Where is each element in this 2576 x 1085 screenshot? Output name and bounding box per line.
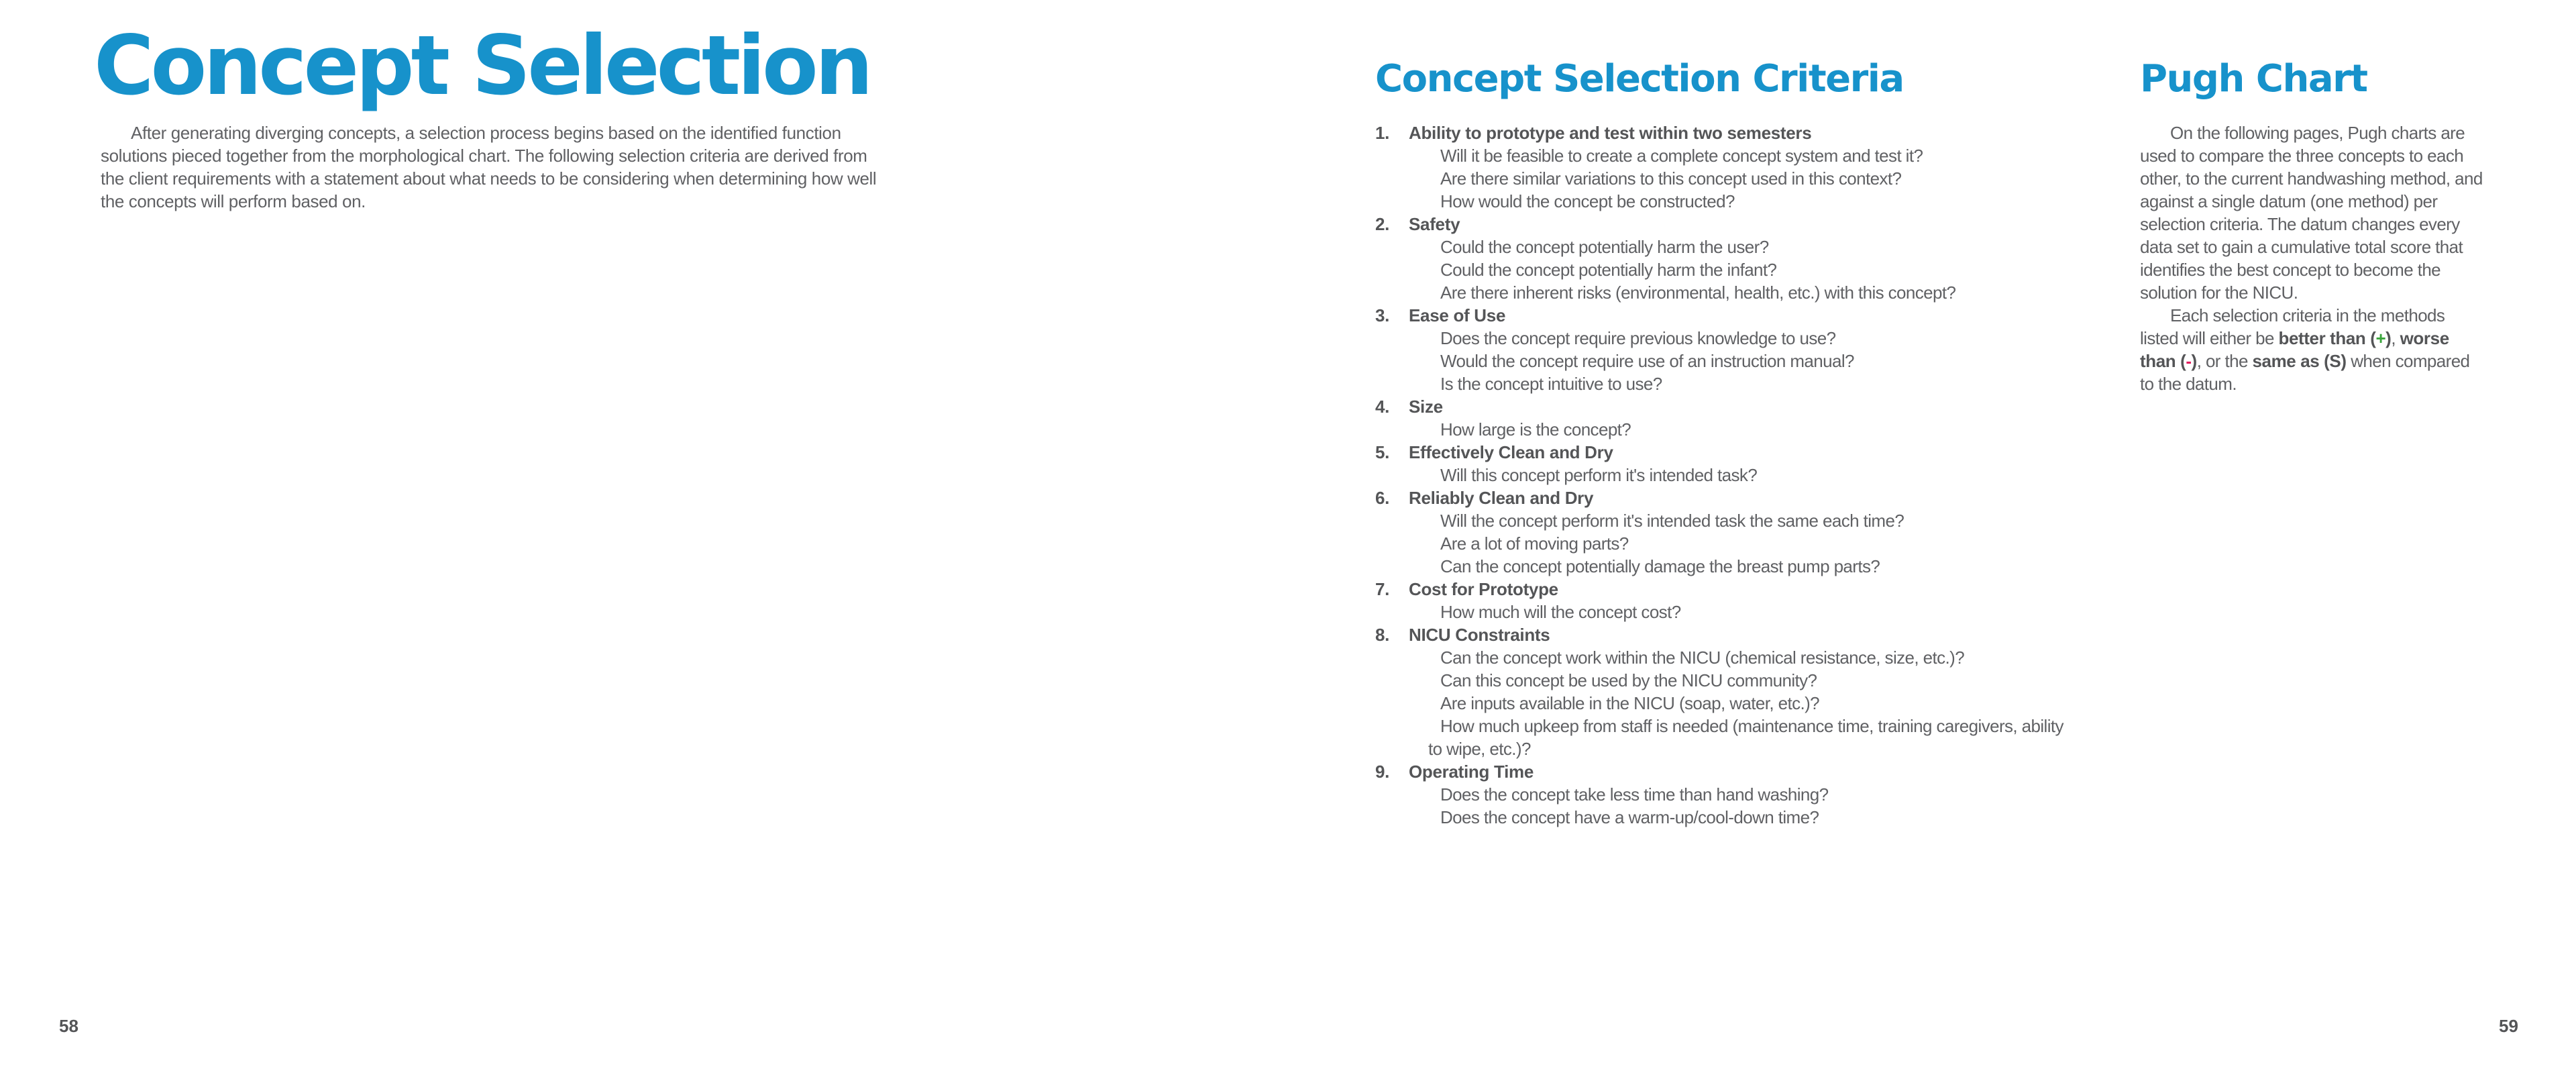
plus-symbol: + [2375,328,2386,348]
criteria-question: Can this concept be used by the NICU community? [1440,670,1817,690]
criteria-question: How much will the concept cost? [1440,602,1681,622]
bold-text: same as (S) [2252,351,2347,371]
criteria-question: Could the concept potentially harm the infant? [1440,260,1777,280]
criteria-question: How large is the concept? [1440,419,1631,440]
criteria-item-title-text: NICU Constraints [1409,625,1550,645]
body-text: , or the [2196,351,2253,371]
criteria-item-title [1375,304,2214,327]
criteria-item-title [1375,395,2214,418]
criteria-item-number: 9. [1375,762,1390,782]
criteria-question: Would the concept require use of an instruction manual? [1440,351,1854,371]
pugh-paragraph-1: On the following pages, Pugh charts are used to compare the three concepts to each other, to the current handwashing method, and against a single datum (one method) per selection criteria. The datum changes every data set to gain a cumulative total score that identifies the best concept to become the solution for the NICU. [2140,123,2483,303]
criteria-item-number: 7. [1375,579,1390,599]
criteria-question: Are a lot of moving parts? [1440,533,1629,554]
criteria-question: Will it be feasible to create a complete concept system and test it? [1440,146,1923,166]
criteria-item-title-text: Ability to prototype and test within two semesters [1409,123,1812,143]
criteria-question: Does the concept have a warm-up/cool-down time? [1440,807,1819,827]
bold-text: ) [2191,351,2197,371]
criteria-item-number: 1. [1375,123,1390,143]
pugh-paragraph-2 [2140,304,2483,395]
criteria-item-number: 8. [1375,625,1390,645]
criteria-question: Are there inherent risks (environmental, health, etc.) with this concept? [1440,282,1956,303]
criteria-item [1375,441,2214,486]
body-text: Each selection criteria in the methods listed will either be [2140,305,2445,348]
bold-text: ) [2385,328,2392,348]
criteria-question: Can the concept work within the NICU (chemical resistance, size, etc.)? [1440,648,1965,668]
criteria-question: How would the concept be constructed? [1440,191,1735,211]
criteria-item [1375,121,2214,213]
body-text: when compared to the datum. [2140,351,2470,394]
body-text: , [2391,328,2400,348]
criteria-question: Does the concept take less time than hand washing? [1440,784,1829,805]
pugh-column [2140,121,2483,395]
criteria-question: Are inputs available in the NICU (soap, water, etc.)? [1440,693,1820,713]
criteria-item-title-text: Operating Time [1409,762,1534,782]
criteria-item-title [1375,486,2214,509]
criteria-question: Are there similar variations to this concept used in this context? [1440,168,1902,189]
bold-text: worse than ( [2140,328,2449,371]
minus-symbol: - [2186,351,2192,371]
criteria-item [1375,486,2214,578]
page-number-left: 58 [59,1016,78,1036]
criteria-question: Will this concept perform it's intended task? [1440,465,1758,485]
criteria-item-number: 3. [1375,305,1390,325]
criteria-question: Is the concept intuitive to use? [1440,374,1662,394]
criteria-item-title-text: Cost for Prototype [1409,579,1558,599]
bold-text: better than ( [2278,328,2376,348]
criteria-heading: Concept Selection Criteria [1375,57,1904,101]
criteria-item-title [1375,760,2214,783]
criteria-item-number: 2. [1375,214,1390,234]
criteria-item-title [1375,441,2214,464]
criteria-item-title-text: Reliably Clean and Dry [1409,488,1594,508]
criteria-item-title-text: Effectively Clean and Dry [1409,442,1613,462]
criteria-item [1375,213,2214,304]
criteria-question: Will the concept perform it's intended task the same each time? [1440,511,1904,531]
criteria-item-number: 5. [1375,442,1390,462]
criteria-item-title-text: Ease of Use [1409,305,1506,325]
criteria-item-title [1375,121,2214,144]
criteria-item-title-text: Size [1409,397,1443,417]
criteria-item-title [1375,578,2214,601]
page-title: Concept Selection [94,18,870,113]
criteria-item [1375,304,2214,395]
pugh-heading: Pugh Chart [2140,57,2367,101]
criteria-item-title [1375,213,2214,236]
criteria-list [1375,121,2214,829]
intro-paragraph: After generating diverging concepts, a selection process begins based on the identified function solutions pieced together from the morphological chart. The following selection criteria are derived from the client requirements with a statement about what needs to be considering when determining how well the concepts will perform based on. [101,123,877,211]
criteria-item [1375,623,2214,760]
criteria-question: Does the concept require previous knowledge to use? [1440,328,1836,348]
criteria-item-title-text: Safety [1409,214,1460,234]
criteria-question: How much upkeep from staff is needed (maintenance time, training caregivers, ability to wipe, etc.)? [1428,716,2063,759]
page-number-right: 59 [2499,1016,2518,1036]
criteria-item [1375,578,2214,623]
criteria-item-number: 6. [1375,488,1390,508]
criteria-question: Can the concept potentially damage the breast pump parts? [1440,556,1880,576]
criteria-item [1375,760,2214,829]
criteria-item [1375,395,2214,441]
criteria-item-number: 4. [1375,397,1390,417]
criteria-item-title [1375,623,2214,646]
criteria-question: Could the concept potentially harm the user? [1440,237,1769,257]
